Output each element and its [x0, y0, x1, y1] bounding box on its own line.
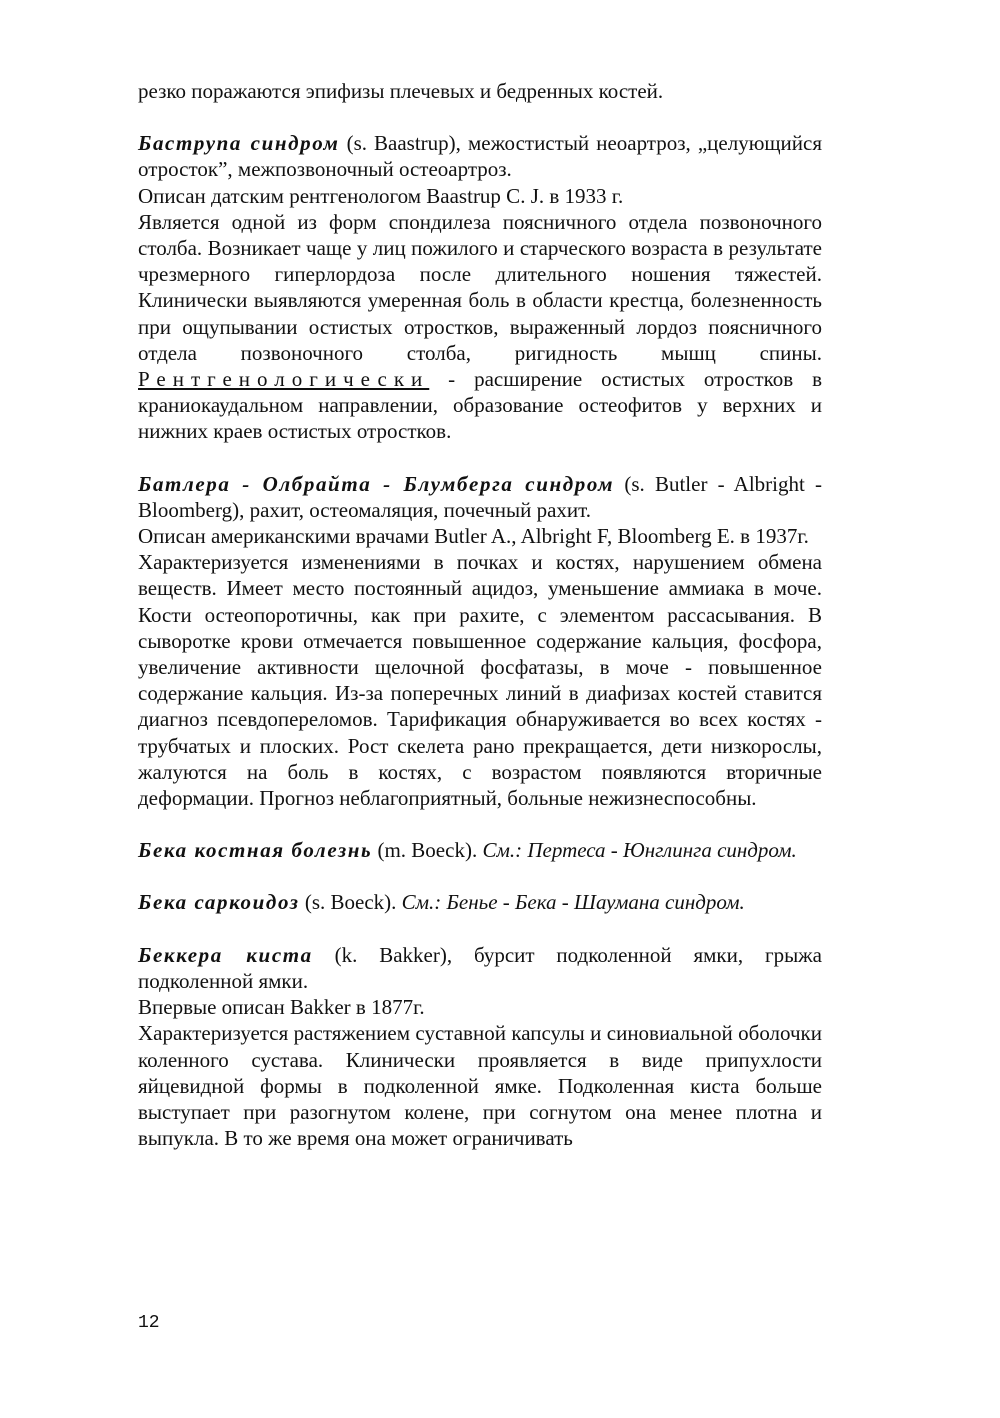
entry-definition: (k. Bakker), бурсит подколенной ямки, грыжа подколенной ямки.	[138, 942, 823, 993]
entry-heading	[138, 471, 822, 523]
entry-definition: (s. Butler - Albright - Bloomberg), рахит, остеомаляция, почечный рахит.	[138, 471, 822, 522]
entry-baastrup	[138, 130, 822, 444]
entry-term: Бека костная болезнь	[138, 838, 373, 863]
entry-boeck-bone	[138, 837, 822, 863]
entry-heading	[138, 837, 822, 863]
entry-term: Бека саркоидоз	[138, 890, 300, 915]
cross-reference: См.: Бенье - Бека - Шаумана синдром.	[401, 890, 745, 915]
entry-description	[138, 209, 822, 445]
entry-described: Описан американскими врачами Butler A., Albright F, Bloomberg E. в 1937г.	[138, 524, 809, 549]
entry-term: Беккера киста	[138, 942, 313, 967]
entry-described: Описан датским рентгенологом Baastrup C. J. в 1933 г.	[138, 183, 624, 208]
page-content	[138, 78, 822, 1151]
intro-paragraph: резко поражаются эпифизы плечевых и бедренных костей.	[138, 79, 664, 103]
entry-definition: (s. Boeck).	[299, 890, 402, 915]
spaced-emphasis: Рентгенологически	[138, 367, 430, 392]
description-text: Является одной из форм спондилеза поясничного отдела позвоночного столба. Возникает чаще у лиц пожилого и старческого возраста в результате чрезмерного гиперлордоза после длительного ношения тяжестей. Клинически выявляются умеренная боль в области крестца, болезненность при ощупывании остистых отростков, выраженный лордоз поясничного отдела позвоночного столба, ригидность мышц спины.	[138, 209, 822, 365]
entry-definition: (s. Baastrup), межостистый неоартроз, „целующийся отросток”, межпозвоночный остеоартроз.	[138, 131, 823, 182]
page-number: 12	[138, 1313, 160, 1333]
entry-baker	[138, 942, 822, 1152]
entry-term: Батлера - Олбрайта - Блумберга синдром	[138, 471, 615, 496]
entry-boeck-sarcoidosis	[138, 889, 822, 915]
cross-reference: См.: Пертеса - Юнглинга синдром.	[482, 838, 797, 863]
entry-described: Впервые описан Bakker в 1877г.	[138, 995, 425, 1020]
entry-heading	[138, 942, 822, 994]
description-text-continued: - расширение остистых отростков в краниокаудальном направлении, образование остеофитов у верхних и нижних краев остистых отростков.	[138, 367, 822, 444]
entry-heading	[138, 889, 822, 915]
entry-term: Баструпа синдром	[138, 131, 340, 156]
entry-description: Характеризуется изменениями в почках и костях, нарушением обмена веществ. Имеет место постоянный ацидоз, уменьшение аммиака в моче. Кости остеопоротичны, как при рахите, с элементом рассасывания. В сыворотке крови отмечается повышенное содержание кальция, фосфора, увеличение активности щелочной фосфатазы, в моче - повышенное содержание кальция. Из-за поперечных линий в диафизах костей ставится диагноз псевдопереломов. Тарификация обнаруживается во всех костях - трубчатых и плоских. Рост скелета рано прекращается, дети низкорослы, жалуются на боль в костях, с возрастом появляются вторичные деформации. Прогноз неблагоприятный, больные нежизнеспособны.	[138, 550, 822, 811]
entry-butler	[138, 471, 822, 812]
entry-description: Характеризуется растяжением суставной капсулы и синовиальной оболочки коленного сустава. Клинически проявляется в виде припухлости яйцевидной формы в подколенной ямке. Подколенная киста больше выступает при разогнутом колене, при согнутом она менее плотна и выпукла. В то же время она может ограничивать	[138, 1021, 822, 1151]
entry-definition: (m. Boeck).	[372, 838, 483, 863]
entry-heading	[138, 130, 822, 182]
